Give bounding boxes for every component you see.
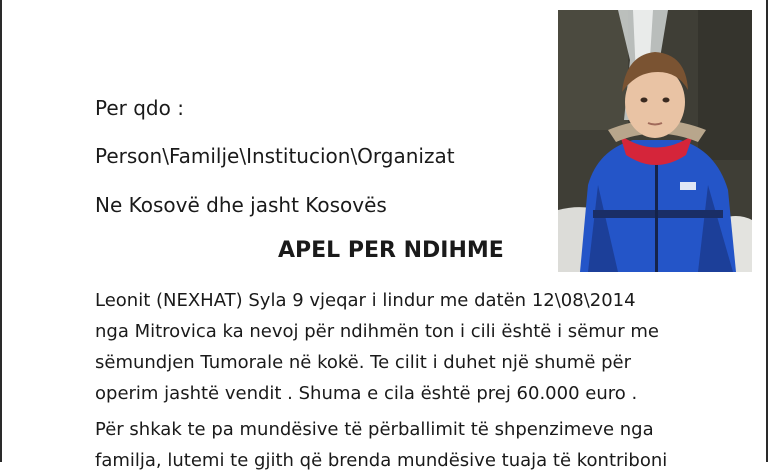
paragraph-line: sëmundjen Tumorale në kokë. Te cilit i duhet një shumë për (95, 352, 632, 373)
page-border-left (0, 0, 2, 462)
appeal-title: APEL PER NDIHME (278, 238, 504, 263)
photo-illustration (558, 10, 752, 272)
greeting-line: Per qdo : (95, 96, 184, 120)
appeal-paragraph-1 (95, 285, 659, 409)
paragraph-line: familja, lutemi te gjith që brenda mundësive tuaja të kontriboni (95, 450, 668, 471)
location-line: Ne Kosovë dhe jasht Kosovës (95, 193, 387, 217)
child-portrait-photo (558, 10, 752, 272)
appeal-paragraph-2 (95, 414, 667, 476)
paragraph-line: nga Mitrovica ka nevoj për ndihmën ton i cili është i sëmur me (95, 321, 659, 342)
paragraph-line: Leonit (NEXHAT) Syla 9 vjeqar i lindur me datën 12\08\2014 (95, 290, 636, 311)
recipient-types-line: Person\Familje\Institucion\Organizat (95, 144, 455, 168)
paragraph-line: operim jashtë vendit . Shuma e cila është prej 60.000 euro . (95, 383, 638, 404)
paragraph-line: Për shkak te pa mundësive të përballimit të shpenzimeve nga (95, 419, 654, 440)
